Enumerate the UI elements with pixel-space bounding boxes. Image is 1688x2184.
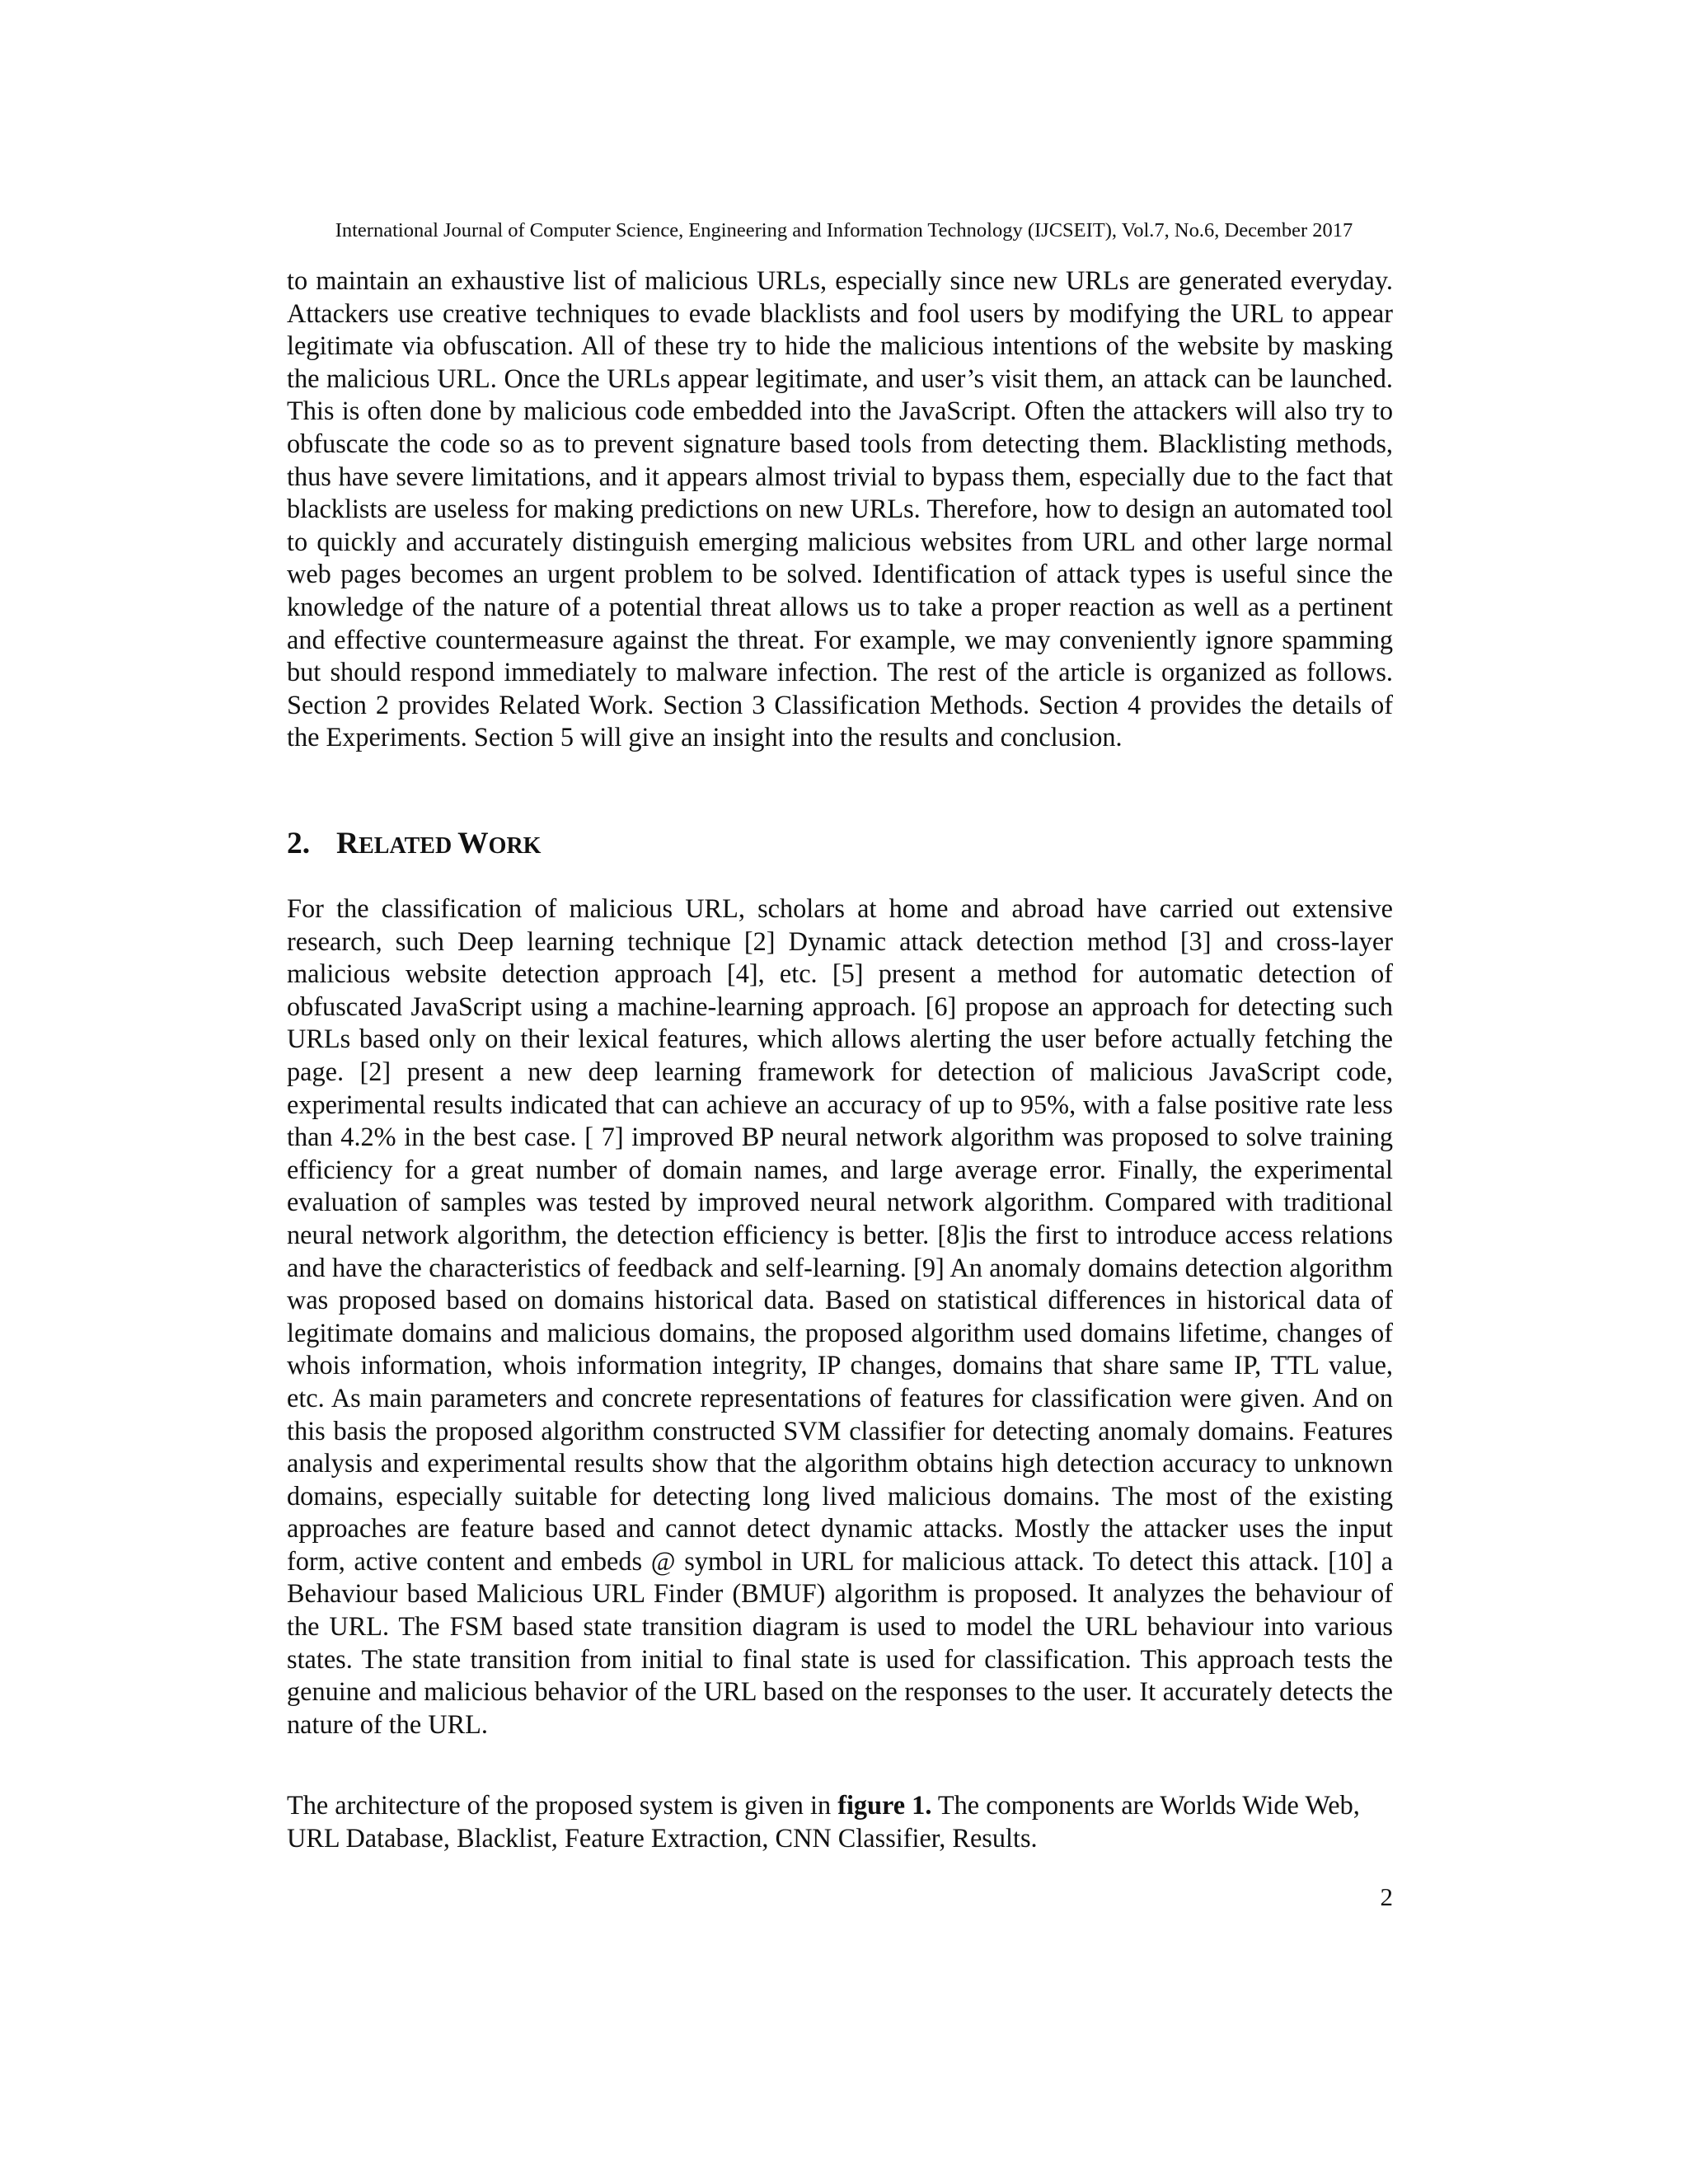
section-title-cap-2: W	[457, 827, 489, 860]
section-title-rest-2: ORK	[488, 833, 542, 859]
figure-reference: figure 1.	[837, 1790, 932, 1820]
architecture-paragraph	[287, 1789, 1393, 1854]
section-number: 2.	[287, 827, 311, 860]
intro-paragraph: to maintain an exhaustive list of malicious URLs, especially since new URLs are generated everyday. Attackers use creative techniques to evade blacklists and fool users by modifying the URL to appear legitimate via obfuscation. All of these try to hide the malicious intentions of the website by masking the malicious URL. Once the URLs appear legitimate, and user’s visit them, an attack can be launched. This is often done by malicious code embedded into the JavaScript. Often the attackers will also try to obfuscate the code so as to prevent signature based tools from detecting them. Blacklisting methods, thus have severe limitations, and it appears almost trivial to bypass them, especially due to the fact that blacklists are useless for making predictions on new URLs. Therefore, how to design an automated tool to quickly and accurately distinguish emerging malicious websites from URL and other large normal web pages becomes an urgent problem to be solved. Identification of attack types is useful since the knowledge of the nature of a potential threat allows us to take a proper reaction as well as a pertinent and effective countermeasure against the threat. For example, we may conveniently ignore spamming but should respond immediately to malware infection. The rest of the article is organized as follows. Section 2 provides Related Work. Section 3 Classification Methods. Section 4 provides the details of the Experiments. Section 5 will give an insight into the results and conclusion.	[287, 265, 1393, 752]
architecture-text-before: The architecture of the proposed system is given in	[287, 1790, 838, 1820]
running-header: International Journal of Computer Science, Engineering and Information Technology (IJCSEIT), Vol.7, No.6, December 2017	[335, 219, 1353, 241]
related-work-paragraph: For the classification of malicious URL, scholars at home and abroad have carried out extensive research, such Deep learning technique [2] Dynamic attack detection method [3] and cross-layer malicious website detection approach [4], etc. [5] present a method for automatic detection of obfuscated JavaScript using a machine-learning approach. [6] propose an approach for detecting such URLs based only on their lexical features, which allows alerting the user before actually fetching the page. [2] present a new deep learning framework for detection of malicious JavaScript code, experimental results indicated that can achieve an accuracy of up to 95%, with a false positive rate less than 4.2% in the best case. [ 7] improved BP neural network algorithm was proposed to solve training efficiency for a great number of domain names, and large average error. Finally, the experimental evaluation of samples was tested by improved neural network algorithm. Compared with traditional neural network algorithm, the detection efficiency is better. [8]is the first to introduce access relations and have the characteristics of feedback and self-learning. [9] An anomaly domains detection algorithm was proposed based on domains historical data. Based on statistical differences in historical data of legitimate domains and malicious domains, the proposed algorithm used domains lifetime, changes of whois information, whois information integrity, IP changes, domains that share same IP, TTL value, etc. As main parameters and concrete representations of features for classification were given. And on this basis the proposed algorithm constructed SVM classifier for detecting anomaly domains. Features analysis and experimental results show that the algorithm obtains high detection accuracy to unknown domains, especially suitable for detecting long lived malicious domains. The most of the existing approaches are feature based and cannot detect dynamic attacks. Mostly the attacker uses the input form, active content and embeds @ symbol in URL for malicious attack. To detect this attack. [10] a Behaviour based Malicious URL Finder (BMUF) algorithm is proposed. It analyzes the behaviour of the URL. The FSM based state transition diagram is used to model the URL behaviour into various states. The state transition from initial to final state is used for classification. This approach tests the genuine and malicious behavior of the URL based on the responses to the user. It accurately detects the nature of the URL.	[287, 893, 1393, 1739]
architecture-text-after: The components are Worlds Wide Web, URL Database, Blacklist, Feature Extraction, CNN Classifier, Results.	[287, 1790, 1360, 1853]
section-title-rest-1: ELATED	[359, 833, 458, 859]
section-title-cap-1: R	[336, 827, 359, 860]
page-number: 2	[1380, 1882, 1393, 1911]
section-heading-related-work	[287, 825, 541, 865]
